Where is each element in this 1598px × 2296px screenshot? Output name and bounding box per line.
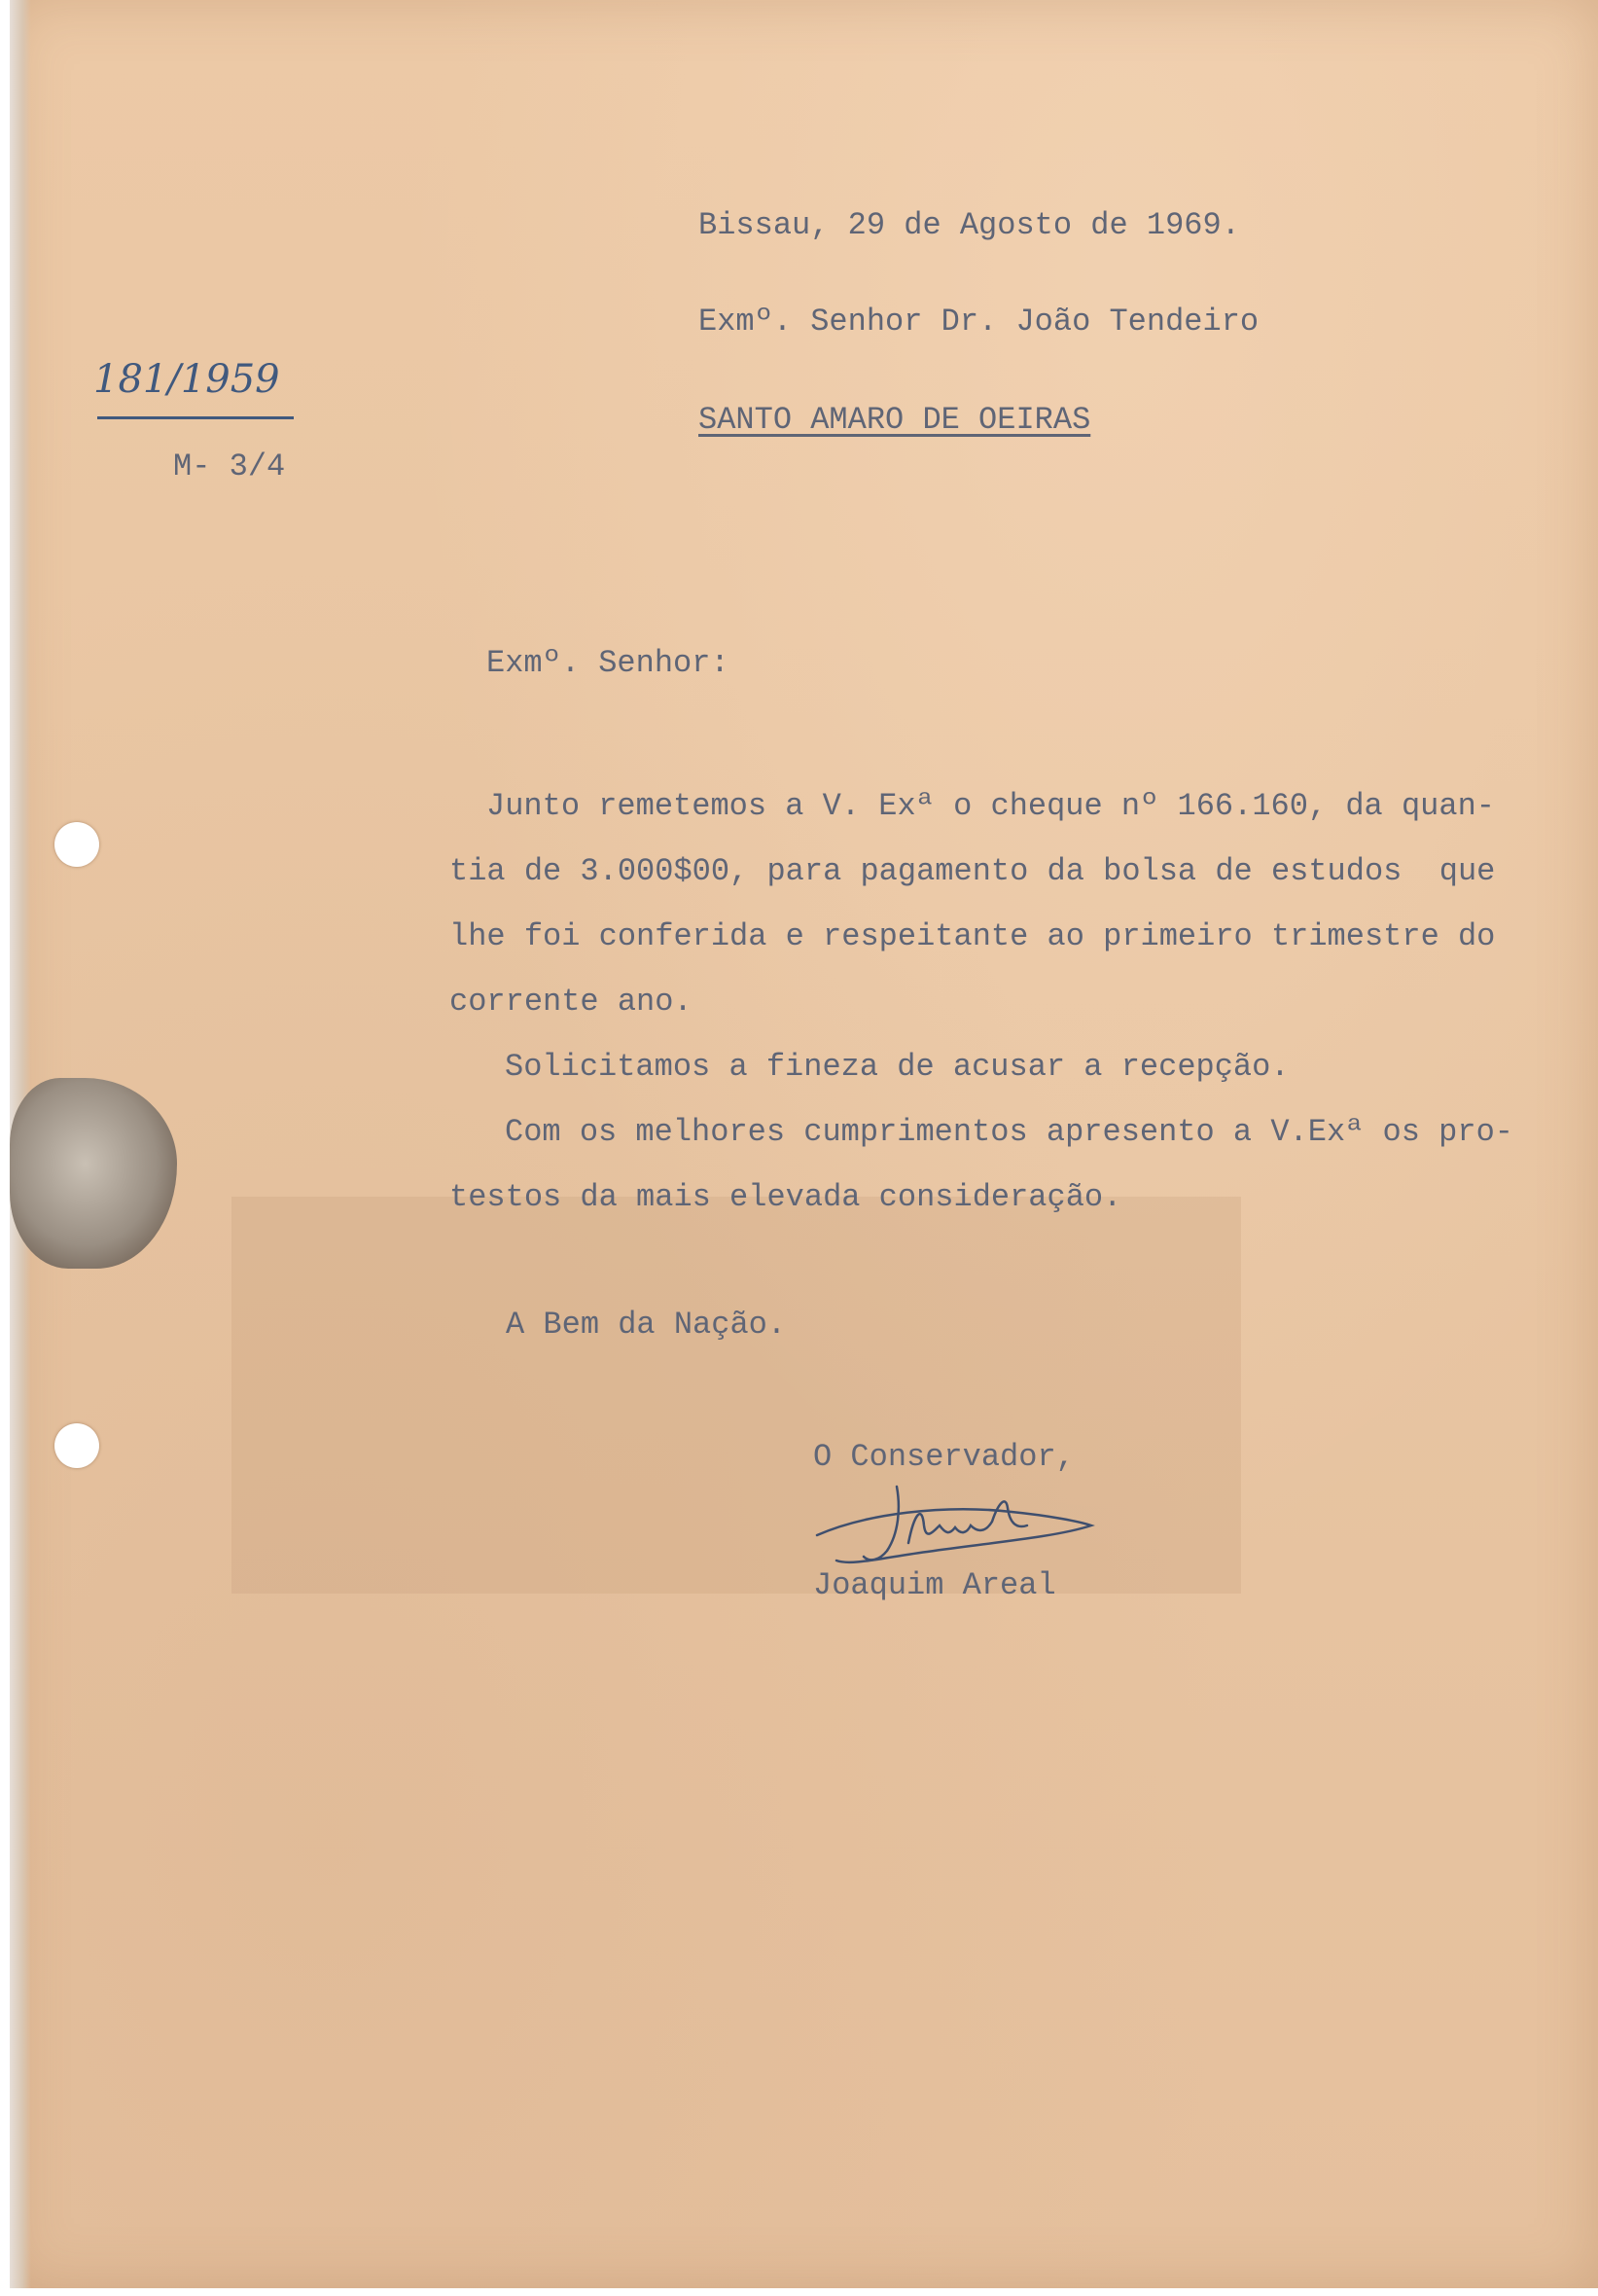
closing-formula: A Bem da Nação. bbox=[506, 1307, 787, 1343]
recipient-salutation: Exmº. Senhor Dr. João Tendeiro bbox=[698, 304, 1260, 340]
greeting: Exmº. Senhor: bbox=[486, 645, 729, 681]
body-paragraph bbox=[449, 773, 1539, 1034]
place-date: Bissau, 29 de Agosto de 1969. bbox=[698, 207, 1240, 243]
signer-name: Joaquim Areal bbox=[813, 1567, 1056, 1603]
letter-body bbox=[449, 773, 1539, 1230]
body-paragraph: Solicitamos a fineza de acusar a recepção. bbox=[505, 1049, 1290, 1085]
body-line: Junto remetemos a V. Exª o cheque nº 166.160, da quan- bbox=[486, 788, 1495, 824]
body-line: Com os melhores cumprimentos apresento a V.Exª os pro- bbox=[505, 1114, 1513, 1150]
body-line: lhe foi conferida e respeitante ao primeiro trimestre do bbox=[449, 918, 1496, 954]
punch-hole bbox=[54, 822, 99, 867]
recipient-address: SANTO AMARO DE OEIRAS bbox=[698, 402, 1091, 438]
reference-underline bbox=[97, 416, 294, 419]
body-line: testos da mais elevada consideração. bbox=[449, 1179, 1122, 1215]
signer-title: O Conservador, bbox=[813, 1439, 1075, 1475]
reference-code: M- 3/4 bbox=[173, 448, 286, 484]
body-line: tia de 3.000$00, para pagamento da bolsa de estudos que bbox=[449, 853, 1496, 889]
handwritten-reference-number: 181/1959 bbox=[93, 357, 280, 402]
body-paragraph bbox=[449, 1099, 1539, 1230]
stain-mark bbox=[10, 1078, 177, 1269]
body-line: corrente ano. bbox=[449, 984, 692, 1020]
punch-hole bbox=[54, 1423, 99, 1468]
